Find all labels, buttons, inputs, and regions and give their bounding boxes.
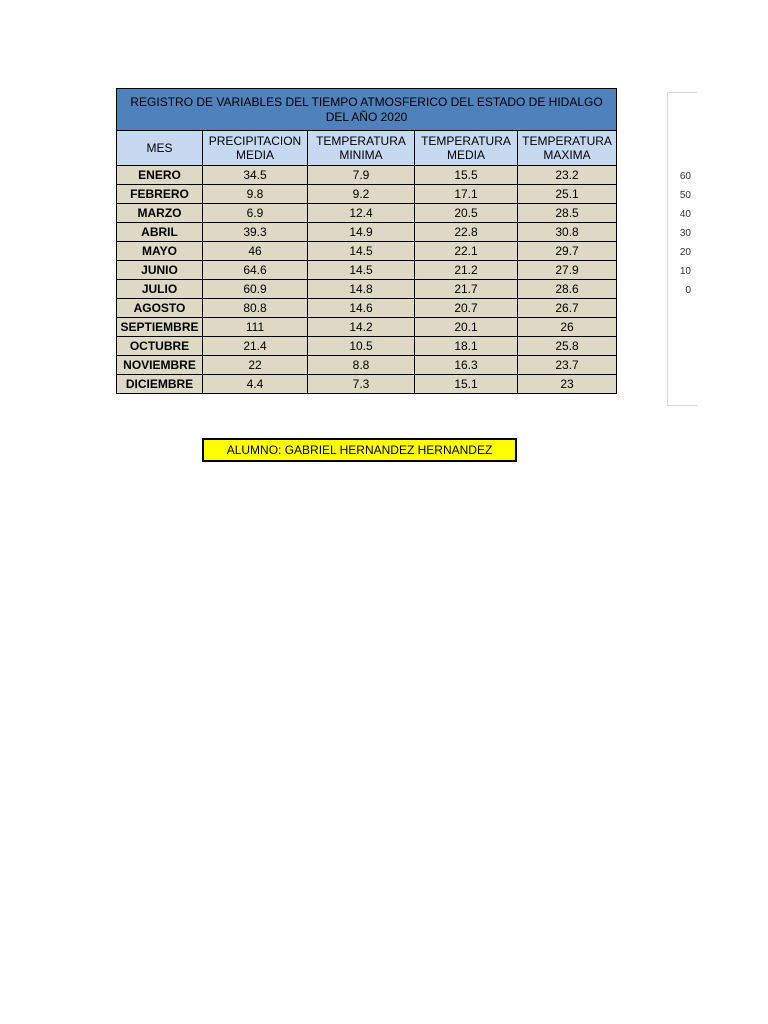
table-row	[117, 261, 617, 280]
value-cell: 7.3	[308, 375, 415, 394]
month-cell: DICIEMBRE	[117, 375, 203, 394]
value-cell: 80.8	[203, 299, 308, 318]
value-cell: 14.5	[308, 261, 415, 280]
value-cell: 9.2	[308, 185, 415, 204]
month-cell: OCTUBRE	[117, 337, 203, 356]
month-cell: SEPTIEMBRE	[117, 318, 203, 337]
axis-tick-label: 60	[679, 171, 691, 182]
value-cell: 23.2	[518, 166, 617, 185]
value-cell: 29.7	[518, 242, 617, 261]
value-cell: 14.6	[308, 299, 415, 318]
value-cell: 28.6	[518, 280, 617, 299]
value-cell: 22.8	[415, 223, 518, 242]
value-cell: 22.1	[415, 242, 518, 261]
axis-tick-label: 10	[679, 266, 691, 277]
value-cell: 20.5	[415, 204, 518, 223]
value-cell: 27.9	[518, 261, 617, 280]
axis-tick-label: 50	[679, 190, 691, 201]
month-cell: ABRIL	[117, 223, 203, 242]
value-cell: 20.7	[415, 299, 518, 318]
value-cell: 15.5	[415, 166, 518, 185]
value-cell: 14.2	[308, 318, 415, 337]
month-cell: JUNIO	[117, 261, 203, 280]
axis-tick-label: 30	[679, 228, 691, 239]
table-row	[117, 356, 617, 375]
value-cell: 21.4	[203, 337, 308, 356]
value-cell: 21.2	[415, 261, 518, 280]
value-cell: 14.9	[308, 223, 415, 242]
value-cell: 30.8	[518, 223, 617, 242]
month-cell: ENERO	[117, 166, 203, 185]
value-cell: 46	[203, 242, 308, 261]
value-cell: 9.8	[203, 185, 308, 204]
value-cell: 8.8	[308, 356, 415, 375]
value-cell: 64.6	[203, 261, 308, 280]
value-cell: 23	[518, 375, 617, 394]
table-row	[117, 185, 617, 204]
value-cell: 23.7	[518, 356, 617, 375]
table-row	[117, 280, 617, 299]
student-name-label: ALUMNO: GABRIEL HERNANDEZ HERNANDEZ	[202, 438, 517, 462]
month-cell: JULIO	[117, 280, 203, 299]
value-cell: 15.1	[415, 375, 518, 394]
month-cell: FEBRERO	[117, 185, 203, 204]
column-header: TEMPERATURA MAXIMA	[518, 131, 617, 166]
value-cell: 26.7	[518, 299, 617, 318]
table-row	[117, 375, 617, 394]
value-cell: 60.9	[203, 280, 308, 299]
value-cell: 26	[518, 318, 617, 337]
table-header-row	[117, 131, 617, 166]
month-cell: AGOSTO	[117, 299, 203, 318]
value-cell: 18.1	[415, 337, 518, 356]
value-cell: 34.5	[203, 166, 308, 185]
value-cell: 25.8	[518, 337, 617, 356]
table-row	[117, 242, 617, 261]
value-cell: 14.5	[308, 242, 415, 261]
value-cell: 20.1	[415, 318, 518, 337]
column-header: MES	[117, 131, 203, 166]
month-cell: MAYO	[117, 242, 203, 261]
column-header: PRECIPITACION MEDIA	[203, 131, 308, 166]
table-row	[117, 337, 617, 356]
weather-data-table	[116, 88, 617, 394]
value-cell: 22	[203, 356, 308, 375]
value-cell: 6.9	[203, 204, 308, 223]
column-header: TEMPERATURA MINIMA	[308, 131, 415, 166]
axis-tick-label: 20	[679, 247, 691, 258]
table-title: REGISTRO DE VARIABLES DEL TIEMPO ATMOSFERICO DEL ESTADO DE HIDALGO DEL AÑO 2020	[117, 89, 617, 131]
value-cell: 12.4	[308, 204, 415, 223]
month-cell: MARZO	[117, 204, 203, 223]
table-row	[117, 318, 617, 337]
value-cell: 14.8	[308, 280, 415, 299]
column-header: TEMPERATURA MEDIA	[415, 131, 518, 166]
value-cell: 28.5	[518, 204, 617, 223]
value-cell: 16.3	[415, 356, 518, 375]
value-cell: 17.1	[415, 185, 518, 204]
axis-tick-label: 40	[679, 209, 691, 220]
value-cell: 39.3	[203, 223, 308, 242]
month-cell: NOVIEMBRE	[117, 356, 203, 375]
chart-fragment	[667, 92, 697, 406]
axis-tick-label: 0	[685, 285, 691, 296]
table-body	[117, 166, 617, 394]
value-cell: 111	[203, 318, 308, 337]
table-row	[117, 299, 617, 318]
table-row	[117, 223, 617, 242]
table-row	[117, 204, 617, 223]
value-cell: 7.9	[308, 166, 415, 185]
table-row	[117, 166, 617, 185]
value-cell: 4.4	[203, 375, 308, 394]
value-cell: 21.7	[415, 280, 518, 299]
value-cell: 10.5	[308, 337, 415, 356]
value-cell: 25.1	[518, 185, 617, 204]
